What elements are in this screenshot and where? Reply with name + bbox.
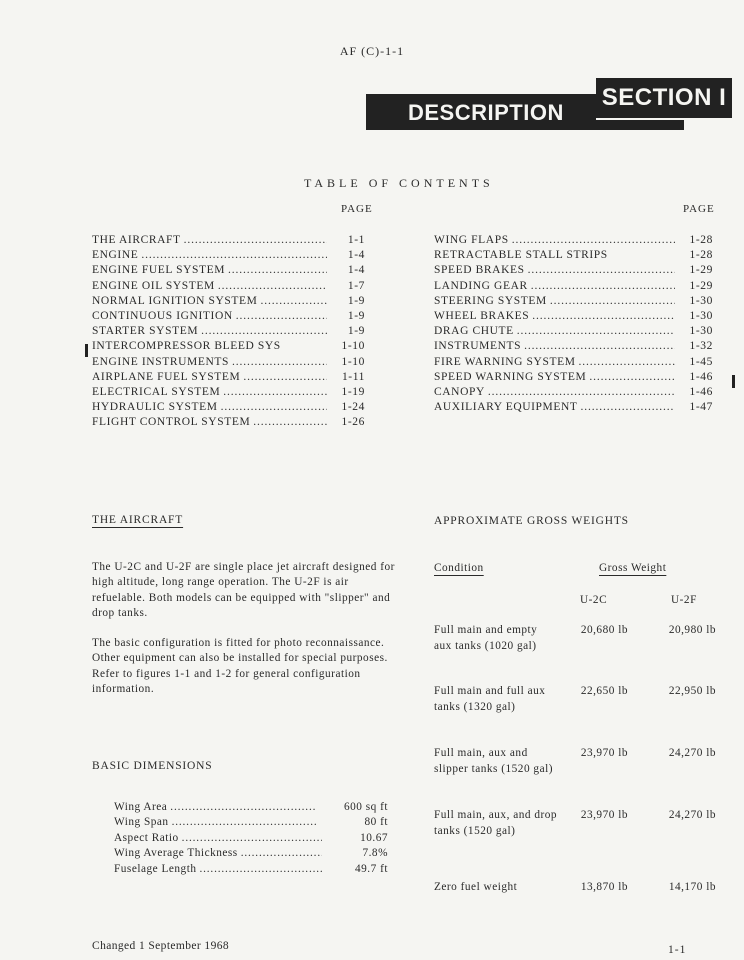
toc-entry[interactable]: STARTER SYSTEM . . . 1-9 [92, 324, 365, 339]
dimensions-heading: BASIC DIMENSIONS [92, 760, 213, 772]
toc-entry[interactable]: CONTINUOUS IGNITION . . . 1-9 [92, 309, 365, 324]
weight-condition: Full main, aux and slipper tanks (1520 gal) [434, 747, 553, 775]
weight-u2f: 24,270 lb [668, 809, 716, 821]
aircraft-paragraph: The basic configuration is fitted for photo reconnaissance. Other equipment can also be installed for special purposes. Refer to figures 1-1 and 1-2 for general configuration information. [92, 637, 388, 696]
toc-entry[interactable]: AUXILIARY EQUIPMENT . . . 1-47 [434, 400, 713, 415]
weights-heading: APPROXIMATE GROSS WEIGHTS [434, 515, 629, 527]
toc-entry[interactable]: ENGINE INSTRUMENTS . . . 1-10 [92, 355, 365, 370]
weight-u2f: 22,950 lb [668, 685, 716, 697]
toc-entry[interactable]: ELECTRICAL SYSTEM . . . 1-19 [92, 385, 365, 400]
dimension-row: Aspect Ratio . . . 10.67 [114, 831, 388, 846]
toc-entry[interactable]: INTERCOMPRESSOR BLEED SYS 1-10 [92, 340, 365, 353]
dimension-row: Wing Average Thickness . . . 7.8% [114, 846, 388, 861]
weight-u2c: 22,650 lb [580, 685, 628, 697]
condition-column-header: Condition [434, 562, 484, 574]
weight-u2c: 23,970 lb [580, 809, 628, 821]
toc-entry[interactable]: NORMAL IGNITION SYSTEM . . . 1-9 [92, 294, 365, 309]
toc-entry[interactable]: SPEED BRAKES . . . 1-29 [434, 263, 713, 278]
toc-page-label-right: PAGE [683, 203, 715, 215]
toc-entry[interactable]: HYDRAULIC SYSTEM . . . 1-24 [92, 400, 365, 415]
weight-u2c: 20,680 lb [580, 624, 628, 636]
toc-entry[interactable]: THE AIRCRAFT . . . 1-1 [92, 233, 365, 248]
change-bar [85, 344, 88, 357]
toc-entry[interactable]: WING FLAPS . . . 1-28 [434, 233, 713, 248]
weight-condition: Full main and empty aux tanks (1020 gal) [434, 624, 538, 652]
toc-page-label-left: PAGE [341, 203, 373, 215]
weight-u2c: 23,970 lb [580, 747, 628, 759]
toc-entry[interactable]: INSTRUMENTS . . . 1-32 [434, 339, 713, 354]
aircraft-paragraph: The U-2C and U-2F are single place jet aircraft designed for high altitude, long range operation. The U-2F is air refuelable. Both models can be equipped with "slipper" and drop tanks. [92, 561, 395, 619]
u2c-column-header: U-2C [580, 594, 608, 606]
toc-entry[interactable]: AIRPLANE FUEL SYSTEM . . . 1-11 [92, 370, 365, 385]
change-bar [732, 375, 735, 388]
weight-u2f: 24,270 lb [668, 747, 716, 759]
weight-u2f: 20,980 lb [668, 624, 716, 636]
toc-entry[interactable]: LANDING GEAR . . . 1-29 [434, 279, 713, 294]
weight-u2c: 13,870 lb [580, 881, 628, 893]
document-id: AF (C)-1-1 [339, 44, 405, 58]
toc-entry[interactable]: WHEEL BRAKES . . . 1-30 [434, 309, 713, 324]
toc-entry[interactable]: CANOPY . . . 1-46 [434, 385, 713, 400]
toc-left-column [92, 233, 365, 431]
dimensions-list [114, 800, 388, 877]
gross-weight-column-header: Gross Weight [599, 562, 667, 574]
weight-condition: Zero fuel weight [434, 881, 518, 893]
toc-entry[interactable]: STEERING SYSTEM . . . 1-30 [434, 294, 713, 309]
toc-entry[interactable]: RETRACTABLE STALL STRIPS 1-28 [434, 249, 713, 262]
toc-right-column [434, 233, 713, 415]
section-label: SECTION I [596, 78, 732, 120]
toc-entry[interactable]: ENGINE . . . 1-4 [92, 248, 365, 263]
dimension-row: Wing Span . . . 80 ft [114, 815, 388, 830]
changed-date: Changed 1 September 1968 [92, 940, 230, 952]
toc-entry[interactable]: DRAG CHUTE . . . 1-30 [434, 324, 713, 339]
weight-u2f: 14,170 lb [668, 881, 716, 893]
toc-entry[interactable]: ENGINE FUEL SYSTEM . . . 1-4 [92, 263, 365, 278]
toc-title: TABLE OF CONTENTS [304, 176, 494, 190]
weight-condition: Full main, aux, and drop tanks (1520 gal) [434, 809, 558, 837]
toc-entry[interactable]: FIRE WARNING SYSTEM . . . 1-45 [434, 355, 713, 370]
page-number: 1-1 [668, 944, 687, 956]
weight-condition: Full main and full aux tanks (1320 gal) [434, 685, 546, 713]
toc-entry[interactable]: SPEED WARNING SYSTEM . . . 1-46 [434, 370, 713, 385]
dimension-row: Wing Area . . . 600 sq ft [114, 800, 388, 815]
aircraft-description [92, 560, 404, 712]
toc-entry[interactable]: ENGINE OIL SYSTEM . . . 1-7 [92, 279, 365, 294]
toc-entry[interactable]: FLIGHT CONTROL SYSTEM . . . 1-26 [92, 415, 365, 430]
u2f-column-header: U-2F [671, 594, 697, 606]
banner-title: DESCRIPTION [408, 100, 564, 125]
aircraft-heading: THE AIRCRAFT [92, 514, 184, 526]
dimension-row: Fuselage Length . . . 49.7 ft [114, 862, 388, 877]
